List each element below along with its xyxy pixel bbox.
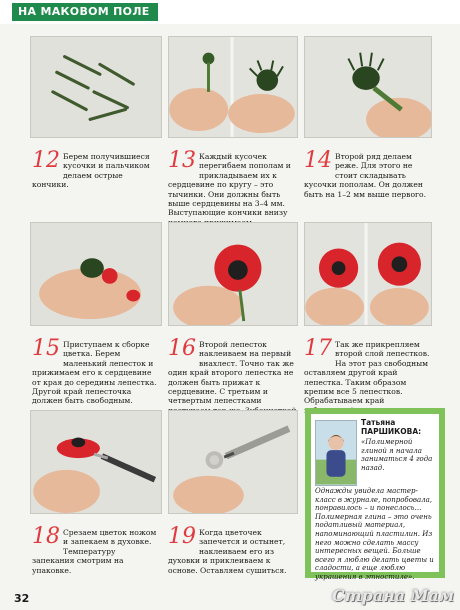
- site-watermark: Страна Мам: [331, 586, 454, 605]
- photo-step-13: [168, 36, 298, 138]
- page-number: 32: [14, 592, 30, 605]
- step-15: [32, 336, 160, 406]
- step-text: Срезаем цветок ножом и запекаем в духовке. Температуру запекания смотрим на упаковке.: [32, 528, 157, 575]
- step-number: 19: [168, 524, 196, 549]
- photo-step-15: [30, 222, 162, 326]
- author-last-name: ПАРШИКОВА:: [361, 427, 422, 436]
- stamens-illustration: [169, 37, 297, 137]
- photo-step-12: [30, 36, 162, 138]
- author-bio-box: [305, 408, 445, 581]
- photo-step-16: [168, 222, 298, 326]
- step-19: [168, 524, 298, 575]
- step-text: Второй ряд делаем реже. Для этого не стоит складывать кусочки пополам. Он должен быть на 1–2 мм выше первого.: [304, 152, 426, 199]
- author-portrait-illustration: [316, 421, 356, 485]
- step-number: 17: [304, 336, 332, 361]
- photo-step-17: [304, 222, 432, 326]
- author-photo: [315, 420, 357, 486]
- step-18: [32, 524, 160, 575]
- page-header: [0, 0, 460, 24]
- author-first-name: Татьяна: [361, 418, 396, 427]
- step-text: Каждый кусочек перегибаем пополам и прикладываем их к сердцевине по кругу – это тычинки. Они должны быть выше сердцевины на 3–4 мм. Выступающие кончики внизу: [168, 152, 291, 218]
- step-text: Когда цветочек запечется и остынет, наклеиваем его из духовки и приклеиваем к основе. Оставляем сушиться.: [168, 528, 287, 575]
- second-layer-illustration: [305, 223, 431, 325]
- step-text: Так же прикрепляем второй слой лепестков. На этот раз свободным оставляем другой край лепестка. Таким образом крепим все 5 лепестков. Обрабатываем край: [304, 340, 430, 406]
- step-number: 18: [32, 524, 60, 549]
- photo-step-18: [30, 410, 162, 514]
- gluing-illustration: [169, 411, 297, 513]
- petals-illustration: [169, 223, 297, 325]
- step-text: Приступаем к сборке цветка. Берем маленький лепесток и прижимаем его к сердцевине от края до середины лепестка. Другой край лепесточка должен быть свободным.: [32, 340, 157, 406]
- step-text: Берем получившиеся кусочки и пальчиком делаем острые кончики.: [32, 152, 150, 190]
- photo-step-19: [168, 410, 298, 514]
- step-12: [32, 148, 160, 190]
- tips-illustration: [31, 37, 161, 137]
- step-number: 12: [32, 148, 60, 173]
- cutting-illustration: [31, 411, 161, 513]
- step-number: 16: [168, 336, 196, 361]
- step-number: 14: [304, 148, 332, 173]
- step-13: [168, 148, 298, 227]
- step-number: 13: [168, 148, 196, 173]
- step-number: 15: [32, 336, 60, 361]
- photo-step-14: [304, 36, 432, 138]
- step-17: [304, 336, 432, 415]
- author-bio-card: [311, 414, 439, 581]
- step-text: Второй лепесток наклеиваем на первый внахлест. Точно так же один край второго лепестка не должен быть прижат к сердцевине. С третьим и четвертым лепестками: [168, 340, 294, 406]
- step-14: [304, 148, 432, 199]
- section-title: НА МАКОВОМ ПОЛЕ: [12, 3, 158, 21]
- author-quote-start: «Полимерной глиной я начала заниматься 4 года назад.: [361, 438, 433, 472]
- second-row-illustration: [305, 37, 431, 137]
- assembly-illustration: [31, 223, 161, 325]
- author-quote-continued: Однажды увидела мастер-класс в журнале, попробовала, понравилось – и понеслось… Полимерная глина – это очень податливый материал, напоминающий пластилин. Из него можно сделать массу интересных вещей. Больше всего я люблю делать цветы и сладости, а еще люблю украшения в этностиле».: [315, 487, 434, 581]
